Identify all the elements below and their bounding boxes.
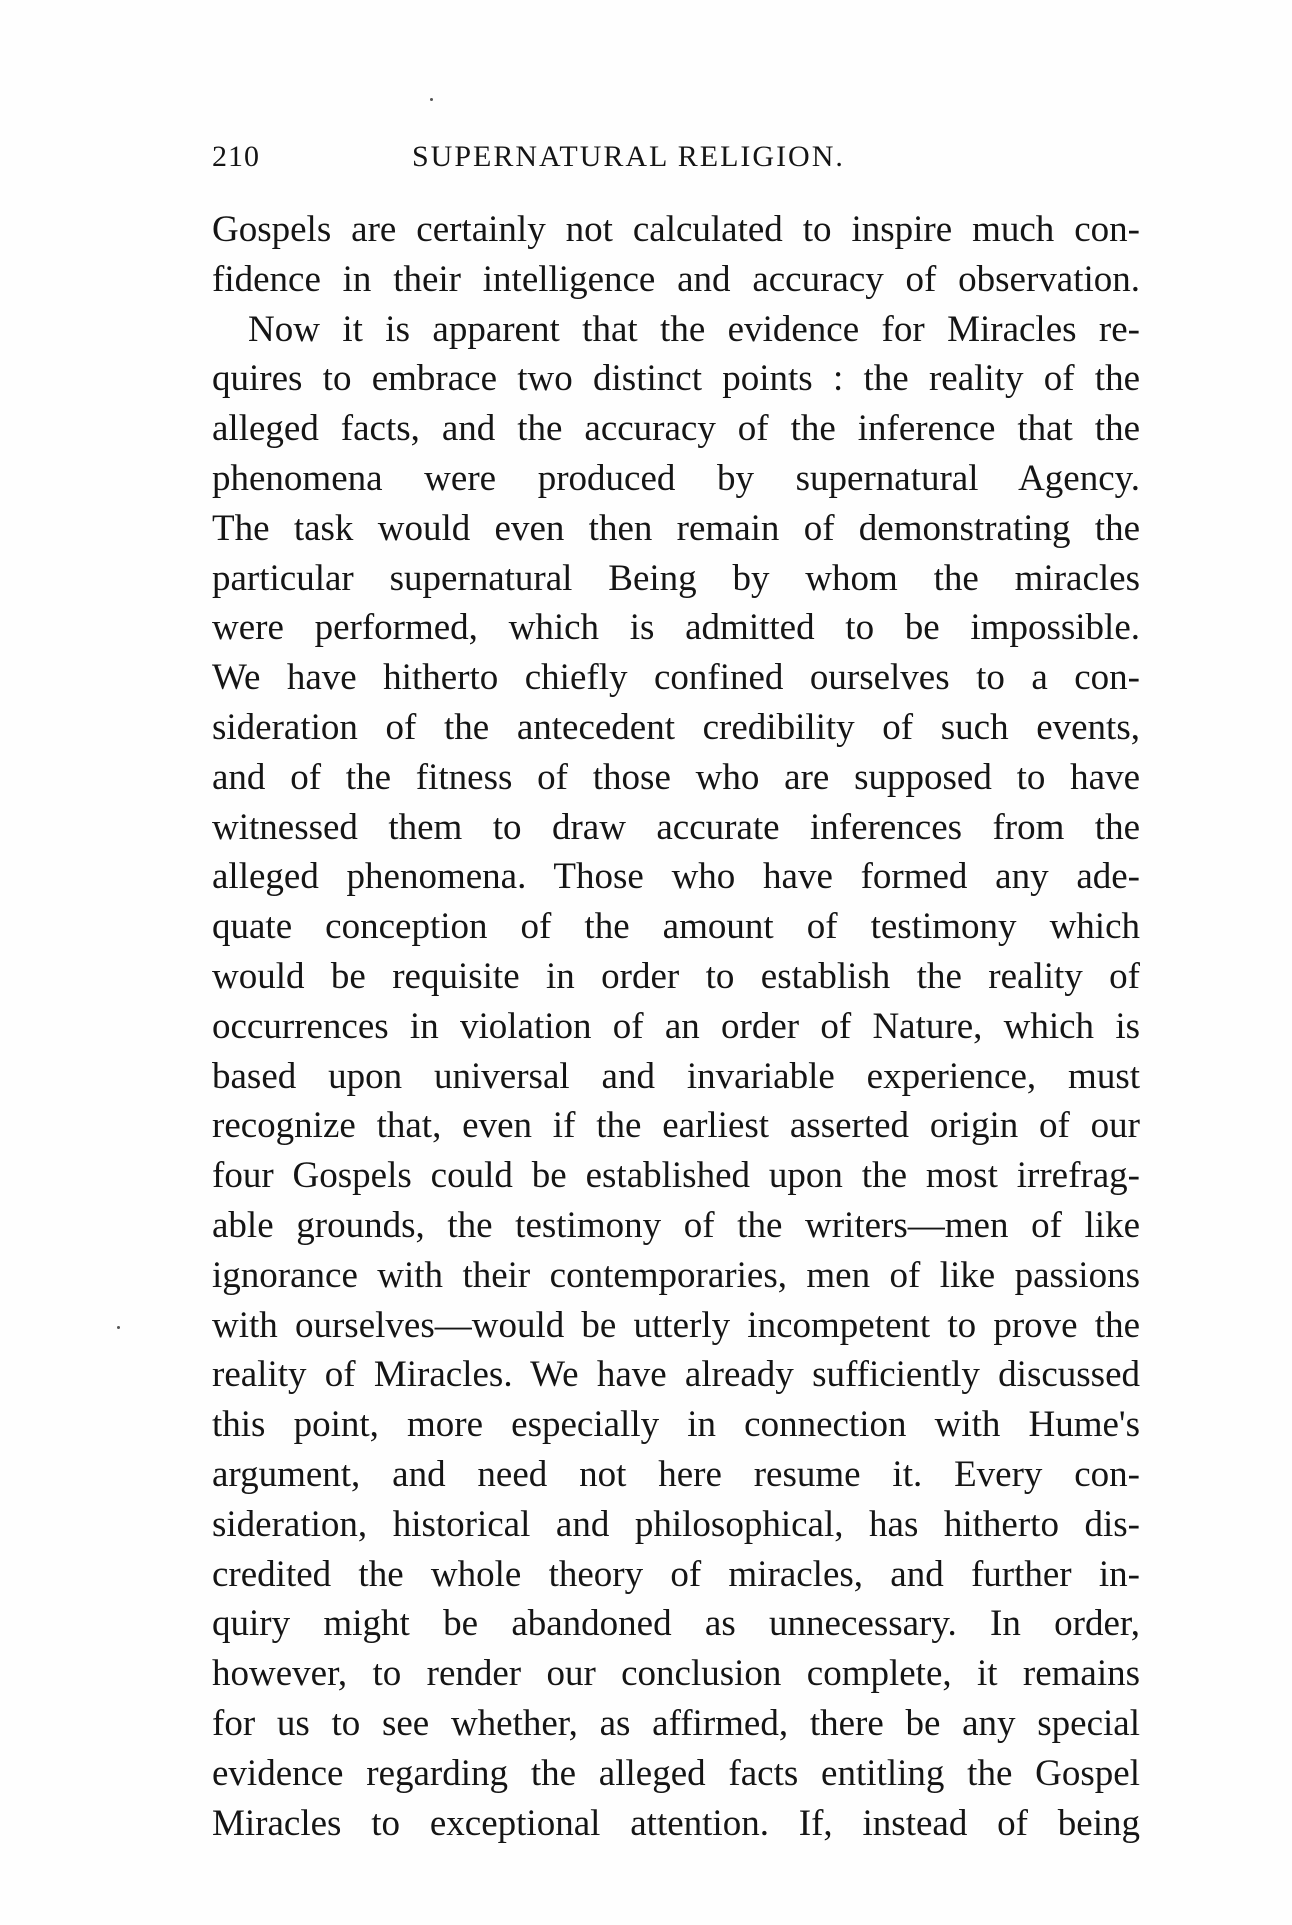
running-title: SUPERNATURAL RELIGION. (412, 140, 845, 173)
text-line: quires to embrace two distinct points : the reality of the (212, 358, 1140, 400)
text-line: alleged facts, and the accuracy of the inference that the (212, 408, 1140, 450)
text-line: sideration, historical and philosophical, has hitherto dis- (212, 1503, 1140, 1545)
body-text (212, 205, 1140, 1848)
text-line: reality of Miracles. We have already sufficiently discussed (212, 1354, 1140, 1396)
text-line: four Gospels could be established upon the most irrefrag- (212, 1155, 1140, 1197)
text-line: evidence regarding the alleged facts entitling the Gospel (212, 1752, 1140, 1794)
text-line: phenomena were produced by supernatural Agency. (212, 457, 1140, 499)
text-line: quate conception of the amount of testimony which (212, 906, 1140, 948)
text-line: witnessed them to draw accurate inferences from the (212, 806, 1140, 848)
text-line: and of the fitness of those who are supposed to have (212, 756, 1140, 798)
text-line: sideration of the antecedent credibility of such events, (212, 706, 1140, 748)
text-line: with ourselves—would be utterly incompetent to prove the (212, 1304, 1140, 1346)
text-line: fidence in their intelligence and accuracy of observation. (212, 258, 1140, 300)
text-line: this point, more especially in connection with Hume's (212, 1404, 1140, 1446)
text-line: recognize that, even if the earliest asserted origin of our (212, 1105, 1140, 1147)
text-line: however, to render our conclusion complete, it remains (212, 1653, 1140, 1695)
text-line: We have hitherto chiefly confined ourselves to a con- (212, 657, 1140, 699)
text-line: ignorance with their contemporaries, men of like passions (212, 1254, 1140, 1296)
text-line: The task would even then remain of demonstrating the (212, 507, 1140, 549)
running-head (212, 140, 1140, 190)
text-line: occurrences in violation of an order of Nature, which is (212, 1005, 1140, 1047)
scan-speck (117, 1326, 120, 1329)
page-number: 210 (212, 140, 260, 173)
text-line: able grounds, the testimony of the writers—men of like (212, 1204, 1140, 1246)
text-line: quiry might be abandoned as unnecessary. In order, (212, 1603, 1140, 1645)
text-line: argument, and need not here resume it. Every con- (212, 1453, 1140, 1495)
text-line: for us to see whether, as affirmed, there be any special (212, 1702, 1140, 1744)
text-line: Gospels are certainly not calculated to inspire much con- (212, 209, 1140, 250)
text-line: were performed, which is admitted to be impossible. (212, 607, 1140, 649)
text-line: alleged phenomena. Those who have formed any ade- (212, 856, 1140, 898)
text-line: Miracles to exceptional attention. If, instead of being (212, 1802, 1140, 1844)
text-line: Now it is apparent that the evidence for Miracles re- (248, 308, 1140, 350)
text-line: would be requisite in order to establish the reality of (212, 955, 1140, 997)
text-line: based upon universal and invariable experience, must (212, 1055, 1140, 1097)
text-line: credited the whole theory of miracles, and further in- (212, 1553, 1140, 1595)
text-line: particular supernatural Being by whom the miracles (212, 557, 1140, 599)
scan-speck (430, 98, 433, 101)
